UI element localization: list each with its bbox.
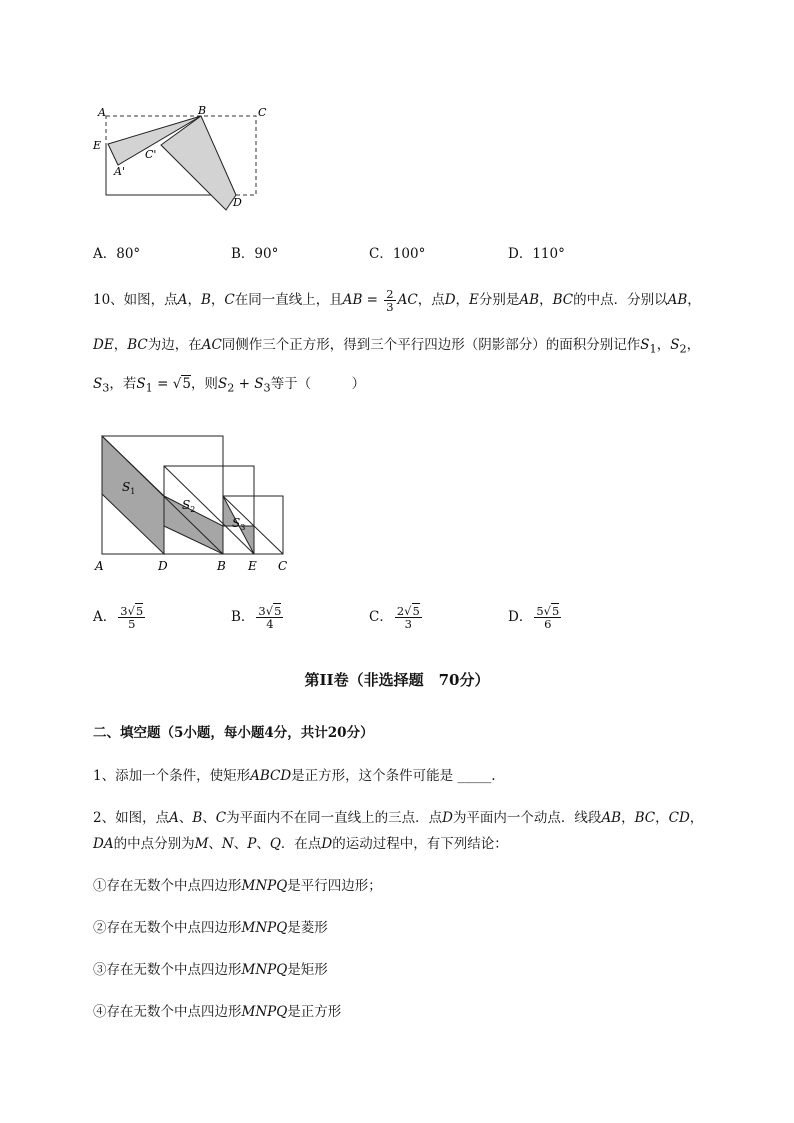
label-D: D (233, 196, 242, 209)
q10-option-a[interactable]: A． $\frac{3√5}{5}$ (93, 604, 144, 631)
q9-option-a[interactable]: A．80° (93, 246, 141, 262)
q9-options (0, 242, 794, 262)
label-A-prime: A' (114, 165, 125, 178)
label-A: A (95, 559, 104, 573)
conclusion-3: ③存在无数个中点四边形MNPQ是矩形 (93, 962, 328, 978)
label-s2: $S_2$ (182, 498, 196, 514)
label-s3: $S_3$ (232, 516, 246, 532)
part2-heading: 二、填空题（5小题，每小题4分，共计20分） (93, 725, 374, 741)
q10-options (0, 605, 794, 645)
q10-option-b[interactable]: B． $\frac{3√5}{4}$ (231, 604, 282, 631)
q10-line-3: $S_3$，若$S_1 = √5$，则$S_2 + S_3$等于（ ） (93, 376, 366, 395)
fill-question-2-line-2: DA的中点分别为M、N、P、Q．在点D的运动过程中，有下列结论： (93, 836, 508, 852)
q10-option-d[interactable]: D． $\frac{5√5}{6}$ (508, 604, 560, 631)
squares-figure (90, 428, 300, 578)
q9-option-b[interactable]: B．90° (231, 246, 279, 262)
fill-question-1: 1、添加一个条件，使矩形ABCD是正方形，这个条件可能是 _____. (93, 768, 496, 784)
label-B: B (198, 104, 207, 117)
label-B: B (217, 559, 226, 573)
conclusion-4: ④存在无数个中点四边形MNPQ是正方形 (93, 1004, 342, 1020)
q10-option-c[interactable]: C． $\frac{2√5}{3}$ (369, 604, 420, 631)
q10-line-2: DE，BC为边，在AC同侧作三个正方形，得到三个平行四边形（阴影部分）的面积分别记作$S_1$，$S_2$， (93, 337, 701, 356)
fraction-two-thirds: $\frac{2}{3}$ (386, 287, 394, 314)
fill-question-2-line-1: 2、如图，点A、B、C为平面内不在同一直线上的三点．点D为平面内一个动点．线段AB，BC，CD， (93, 810, 704, 826)
fold-figure (88, 100, 278, 215)
label-D: D (158, 559, 168, 573)
q10-line-1: 10、如图，点A，B，C在同一直线上，且AB = $\frac{2}{3}$ AC，点D，E分别是AB，BC的中点．分别以AB， (93, 287, 701, 314)
label-E: E (93, 139, 102, 152)
label-s1: $S_1$ (122, 480, 136, 496)
label-C-prime: C' (145, 148, 157, 161)
q9-option-c[interactable]: C．100° (369, 246, 426, 262)
q9-option-d[interactable]: D．110° (508, 246, 565, 262)
label-E: E (248, 559, 257, 573)
section-title: 第II卷（非选择题 70分） (304, 671, 490, 689)
label-C: C (258, 106, 267, 119)
label-A: A (98, 106, 106, 119)
label-C: C (278, 559, 288, 573)
conclusion-1: ①存在无数个中点四边形MNPQ是平行四边形； (93, 878, 382, 894)
conclusion-2: ②存在无数个中点四边形MNPQ是菱形 (93, 920, 328, 936)
